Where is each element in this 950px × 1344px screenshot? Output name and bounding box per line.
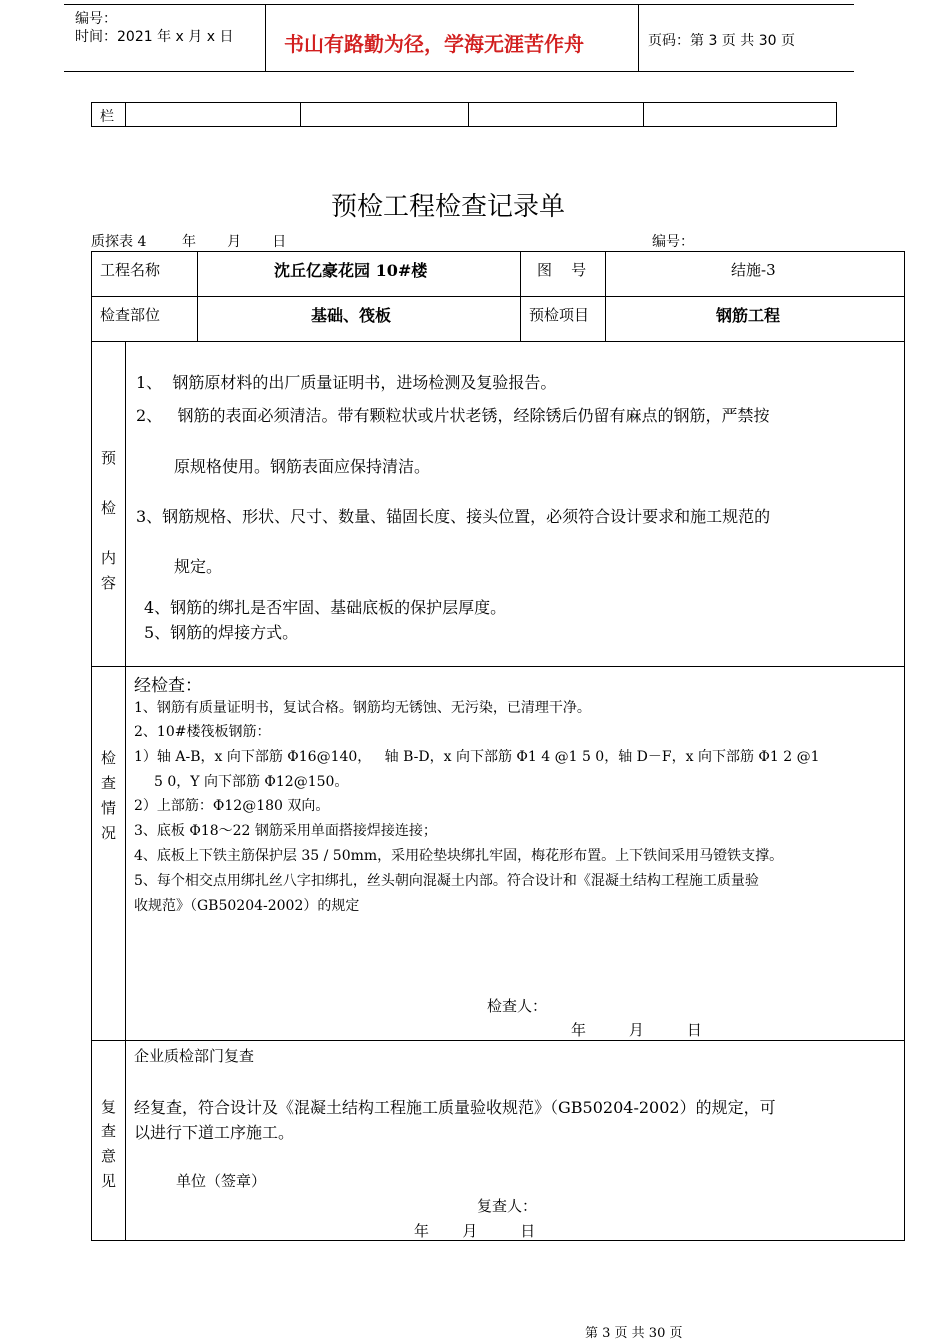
inspection-line: 2）上部筋：Φ12@180 双向。 [134,798,330,814]
document-time-label: 时间：2021 年 x 月 x 日 [75,29,234,45]
label-char: 内 [101,549,117,567]
content-line: 4、钢筋的绑扎是否牢固、基础底板的保护层厚度。 [144,598,507,617]
inspection-heading: 经检查： [134,676,202,696]
form-subtitle-date: 质探表 4 年 月 日 [91,234,287,250]
unit-signature-label: 单位（签章） [176,1172,267,1190]
inspection-line: 1）轴 A-B，x 向下部筋 Φ16@140， 轴 B-D，x 向下部筋 Φ1 4 @1 5 0，轴 D－F，x 向下部筋 Φ1 2 @1 [134,749,820,765]
reviewer-date: 年 月 日 [414,1222,536,1240]
review-line: 经复查，符合设计及《混凝土结构工程施工质量验收规范》（GB50204-2002）的规定，可 [134,1098,776,1117]
label-char: 查 [101,1122,117,1140]
label-char: 检 [101,749,117,767]
inspection-location-value: 基础、筏板 [311,306,392,325]
document-number-label: 编号： [75,11,117,27]
label-char: 检 [101,499,117,517]
project-name-value: 沈丘亿豪花园 10#楼 [274,261,428,280]
label-char: 情 [101,799,117,817]
inspection-line: 5、每个相交点用绑扎丝八字扣绑扎，丝头朝向混凝土内部。符合设计和《混凝土结构工程施工质量验 [134,873,759,889]
page-footer: 第 3 页 共 30 页 [585,1326,683,1341]
label-char: 预 [101,449,117,467]
inspector-label: 检查人： [487,997,548,1015]
label-char: 况 [101,824,117,842]
drawing-number-value: 结施-3 [731,261,776,279]
inspection-item-label: 预检项目 [529,306,590,324]
header-motto: 书山有路勤为径，学海无涯苦作舟 [284,32,584,56]
content-line: 2、 钢筋的表面必须清洁。带有颗粒状或片状老锈，经除锈后仍留有麻点的钢筋，严禁按 [136,406,770,425]
form-number-label: 编号： [652,234,694,250]
inspection-location-label: 检查部位 [100,306,161,324]
table-cell-label: 栏 [100,109,114,125]
project-name-label: 工程名称 [100,261,161,279]
content-line: 5、钢筋的焊接方式。 [144,623,299,642]
label-char: 复 [101,1098,117,1116]
inspection-line: 2、10#楼筏板钢筋： [134,724,271,740]
label-char: 查 [101,774,117,792]
label-char: 意 [101,1147,117,1165]
content-line: 1、 钢筋原材料的出厂质量证明书，进场检测及复验报告。 [136,373,557,392]
form-title: 预检工程检查记录单 [331,192,566,222]
review-heading: 企业质检部门复查 [134,1047,255,1065]
label-char: 见 [101,1172,117,1190]
inspection-line: 收规范》（GB50204-2002）的规定 [134,898,360,914]
inspection-line: 1、钢筋有质量证明书，复试合格。钢筋均无锈蚀、无污染，已清理干净。 [134,700,591,716]
header-page-number: 页码：第 3 页 共 30 页 [648,33,795,49]
content-line: 3、钢筋规格、形状、尺寸、数量、锚固长度、接头位置，必须符合设计要求和施工规范的 [136,507,771,526]
label-char: 容 [101,574,117,592]
inspector-date: 年 月 日 [571,1021,702,1039]
inspection-line: 4、底板上下铁主筋保护层 35 / 50mm，采用砼垫块绑扎牢固，梅花形布置。上下铁间采用马镫铁支撑。 [134,848,784,864]
content-line: 原规格使用。钢筋表面应保持清洁。 [174,457,431,476]
drawing-number-label: 图 号 [537,261,587,279]
inspection-item-value: 钢筋工程 [716,306,781,325]
reviewer-label: 复查人： [477,1197,538,1215]
inspection-line: 5 0，Y 向下部筋 Φ12@150。 [154,774,349,790]
inspection-line: 3、底板 Φ18～22 钢筋采用单面搭接焊接连接； [134,823,437,839]
content-line: 规定。 [174,557,223,576]
review-line: 以进行下道工序施工。 [134,1123,295,1142]
